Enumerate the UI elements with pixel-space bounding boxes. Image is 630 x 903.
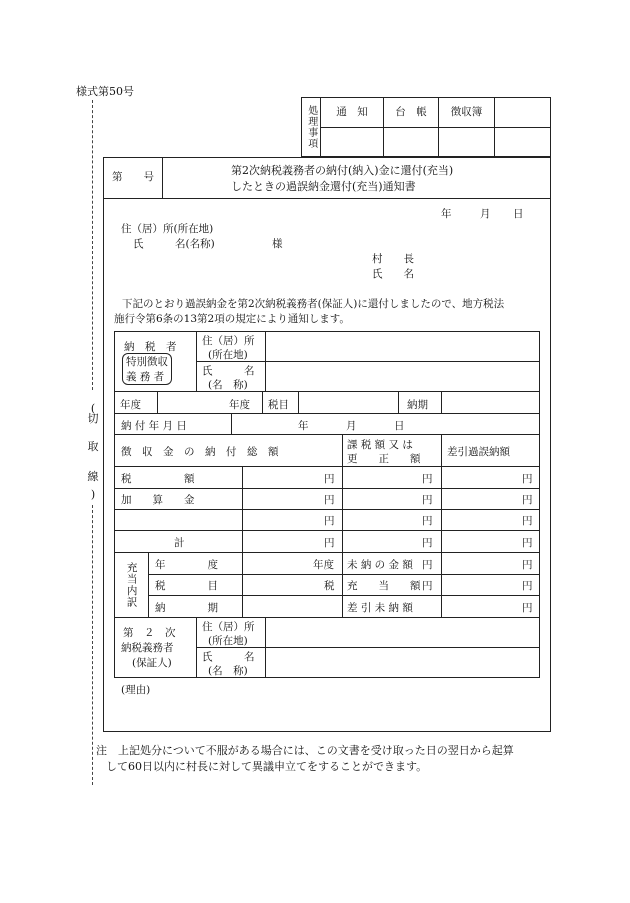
recipient-address-label: 住（居）所(所在地) <box>121 223 214 235</box>
cut-line-upper <box>92 100 93 390</box>
second-address-label: 住（居）所 <box>202 621 255 633</box>
guarantor-label: (保証人) <box>132 657 172 669</box>
appeal-note-line-1: 注 上記処分について不服がある場合には、この文書を受け取った日の翌日から起算 <box>96 744 514 757</box>
processing-col-ledger: 台 帳 <box>395 105 427 118</box>
reason-label: (理由) <box>121 684 151 696</box>
alloc-applied-amount: 充 当 額 <box>347 580 421 592</box>
payment-date-label: 納 付 年 月 日 <box>121 420 187 432</box>
second-name-label: 氏 名 <box>202 651 255 663</box>
row-tax-amount: 税 額 <box>121 473 195 485</box>
overpaid-header: 差引過誤納額 <box>447 446 510 458</box>
recipient-honorific: 様 <box>272 238 283 250</box>
fiscal-year-suffix: 年度 <box>229 399 250 411</box>
alloc-net-unpaid: 差 引 未 納 額 <box>347 602 413 614</box>
notice-page: 様式第50号 ( 切 取 線 ) 処理事項 通 知 台 帳 徴収簿 第 号 第2次納税義務者の納付(納入)金に還付(充当) したときの過誤納金還付(充当)通知書 年 月 日 住（居）所(所在地) 氏 名(名称) 様 村 長 氏 名 下記のとおり過誤納金を第2次納税義務者(保証人)に還付しましたので、地方税法 施行令第6条の13第2項の規定により通知します。 納 税 者 特別徴収 義 務 者 住（居）所 (所在地) 氏 名 (名 称) 年度 年度 税目 納期 納 付 年 月 日 年 月 日 徴 収 金 の 納 付 総 額 課 税 額 又 は 更 正 額 差引過誤納額 税 額 加 算 金 計 円 円 円 円 円 円 円 円 円 円 円 円 円 円 円 円 円 充当内訳 年 度 年度 未 納 の 金 額 税 目 税 充 当 額 納 期 差 引 未 納 額 第 ２ 次 納税義務者 (保証人) 住（居）所 (所在地) 氏 名 (名 称) (理由) 注 上記処分について不服がある場合には、この文書を受け取った日の翌日から起算 して60日以内に村長に対して異議申立てをすることができます。 <box>0 0 630 903</box>
date-day: 日 <box>513 208 524 220</box>
processing-col-collection-book: 徴収簿 <box>450 105 483 118</box>
taxpayer-address-label: 住（居）所 <box>202 335 255 347</box>
sender-village-head: 村 長 <box>372 253 414 265</box>
notice-number-label: 第 号 <box>112 171 154 184</box>
title-line-2: したときの過誤納金還付(充当)通知書 <box>231 180 416 193</box>
total-paid-header: 徴 収 金 の 納 付 総 額 <box>121 446 279 458</box>
second-taxpayer-label-1: 第 ２ 次 <box>123 627 176 639</box>
assessed-header-line-1: 課 税 額 又 は <box>347 439 413 451</box>
fiscal-year-label: 年度 <box>120 399 141 411</box>
payment-date-day: 日 <box>394 420 405 432</box>
row-surcharge: 加 算 金 <box>121 494 195 506</box>
due-period-label: 納期 <box>407 399 428 411</box>
body-text-line-2: 施行令第6条の13第2項の規定により通知します。 <box>114 313 350 325</box>
special-collector-label: 特別徴収 義 務 者 <box>122 353 172 385</box>
alloc-year-suffix: 年度 <box>313 559 334 571</box>
row-total: 計 <box>174 537 185 549</box>
alloc-due-label: 納 期 <box>155 602 218 614</box>
taxpayer-name-label: 氏 名 <box>202 365 255 377</box>
assessed-header-line-2: 更 正 額 <box>347 453 421 465</box>
second-taxpayer-label-2: 納税義務者 <box>121 642 174 654</box>
body-text-line-1: 下記のとおり過誤納金を第2次納税義務者(保証人)に還付しましたので、地方税法 <box>122 298 505 310</box>
cut-line-lower <box>92 505 93 785</box>
alloc-tax-suffix: 税 <box>324 580 335 592</box>
alloc-tax-item-label: 税 目 <box>155 580 218 592</box>
alloc-unpaid-amount: 未 納 の 金 額 <box>347 559 413 571</box>
date-month: 月 <box>480 208 491 220</box>
taxpayer-label: 納 税 者 <box>124 341 177 353</box>
appeal-note-line-2: して60日以内に村長に対して異議申立てをすることができます。 <box>106 760 428 773</box>
sender-name: 氏 名 <box>372 268 414 280</box>
form-number: 様式第50号 <box>76 85 134 98</box>
title-line-1: 第2次納税義務者の納付(納入)金に還付(充当) <box>231 164 454 177</box>
recipient-name-label: 氏 名(名称) <box>133 238 215 250</box>
processing-label: 処理事項 <box>305 105 317 149</box>
payment-date-month: 月 <box>346 420 357 432</box>
processing-col-notice: 通 知 <box>336 105 368 118</box>
allocation-label: 充当内訳 <box>125 562 138 608</box>
tax-item-label: 税目 <box>268 399 289 411</box>
date-year: 年 <box>441 208 452 220</box>
alloc-year-label: 年 度 <box>155 559 218 571</box>
payment-date-year: 年 <box>298 420 309 432</box>
